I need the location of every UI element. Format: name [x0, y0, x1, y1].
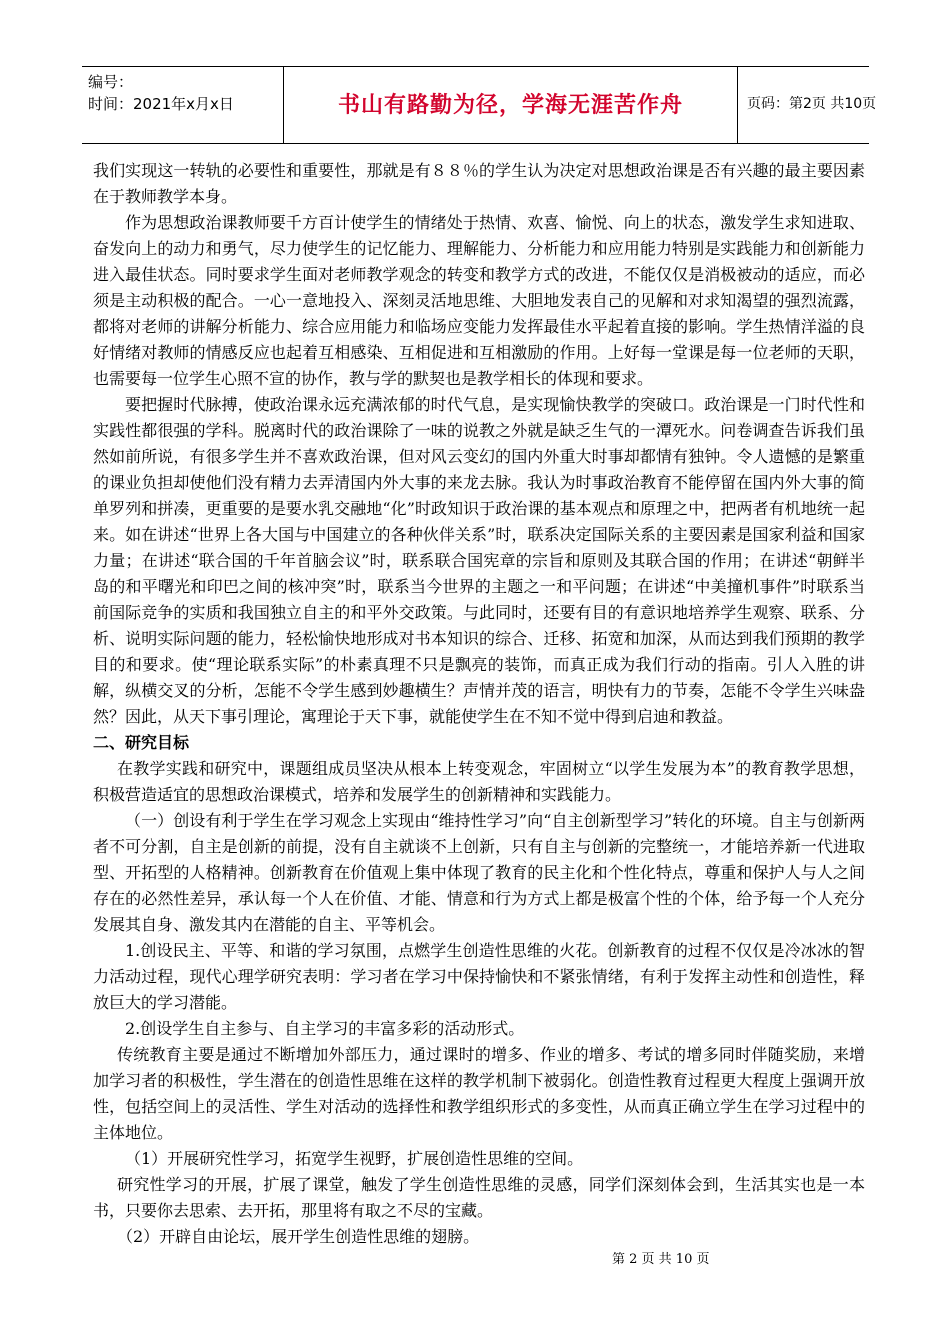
header-meta: [88, 71, 284, 115]
paragraph-continuation: 我们实现这一转轨的必要性和重要性，那就是有８８％的学生认为决定对思想政治课是否有兴趣的最主要因素在于教师教学本身。: [93, 161, 865, 206]
paragraph-current-affairs: 要把握时代脉搏，使政治课永远充满浓郁的时代气息，是实现愉快教学的突破口。政治课是一门时代性和实践性都很强的学科。脱离时代的政治课除了一味的说教之外就是缺乏生气的一潭死水。问卷调查告诉我们虽然如前所说，有很多学生并不喜欢政治课，但对风云变幻的国内外重大时事却都情有独钟。令人遗憾的是繁重的课业负担却使他们没有精力去弄清国内外大事的来龙去脉。我认为时事政治教育不能停留在国内外大事的简单罗列和拼凑，更重要的是要水乳交融地“化”时政知识于政治课的基本观点和原理之中，把两者有机地统一起来。如在讲述“世界上各大国与中国建立的各种伙伴关系”时，联系决定国际关系的主要因素是国家利益和国家力量；在讲述“联合国的千年首脑会议”时，联系联合国宪章的宗旨和原则及其联合国的作用；在讲述“朝鲜半岛的和平曙光和印巴之间的核冲突”时，联系当今世界的主题之一和平问题；在讲述“中美撞机事件”时联系当前国际竞争的实质和我国独立自主的和平外交政策。与此同时，还要有目的有意识地培养学生观察、联系、分析、说明实际问题的能力，轻松愉快地形成对书本知识的综合、迁移、拓宽和加深，从而达到我们预期的教学目的和要求。使“理论联系实际”的朴素真理不只是飘亮的装饰，而真正成为我们行动的指南。引人入胜的讲解，纵横交叉的分析，怎能不令学生感到妙趣横生？声情并茂的语言，明快有力的节奏，怎能不令学生兴味盎然？因此，从天下事引理论，寓理论于天下事，就能使学生在不知不觉中得到启迪和教益。: [93, 395, 865, 726]
paragraph-research-learning: 研究性学习的开展，扩展了课堂，触发了学生创造性思维的灵感，同学们深刻体会到，生活其实也是一本书，只要你去思索、去开拓，那里将有取之不尽的宝藏。: [93, 1175, 865, 1220]
paragraph-item-1: 1.创设民主、平等、和谐的学习氛围，点燃学生创造性思维的火花。创新教育的过程不仅仅是冷冰冰的智力活动过程，现代心理学研究表明：学习者在学习中保持愉快和不紧张情绪，有利于发挥主动性和创造性，释放巨大的学习潜能。: [93, 941, 865, 1012]
header-motto-cell: [283, 66, 738, 144]
header-page-info: 页码：第2页 共10页: [747, 96, 877, 112]
paragraph-subitem-2: （2）开辟自由论坛，展开学生创造性思维的翅膀。: [117, 1227, 480, 1246]
paragraph-goal-one: （一）创设有利于学生在学习观念上实现由“维持性学习”向“自主创新型学习”转化的环境。自主与创新两者不可分割，自主是创新的前提，没有自主就谈不上创新，只有自主与创新的完整统一，才能培养新一代进取型、开拓型的人格精神。创新教育在价值观上集中体现了教育的民主化和个性化特点，尊重和保护人与人之间存在的必然性差异，承认每一个人在价值、才能、情意和行为方式上都是极富个性的个体，给予每一个人充分发展其自身、激发其内在潜能的自主、平等机会。: [93, 811, 865, 934]
document-body: [93, 158, 865, 1250]
document-number-label: 编号：: [88, 73, 134, 91]
section-heading-research-goals: 二、研究目标: [93, 733, 190, 752]
header-motto: 书山有路勤为径，学海无涯苦作舟: [337, 93, 683, 118]
paragraph-item-2: 2.创设学生自主参与、自主学习的丰富多彩的活动形式。: [125, 1019, 525, 1038]
page-header: [82, 66, 877, 144]
paragraph-research-intro: 在教学实践和研究中，课题组成员坚决从根本上转变观念，牢固树立“以学生发展为本”的教育教学思想，积极营造适宜的思想政治课模式，培养和发展学生的创新精神和实践能力。: [93, 759, 865, 804]
paragraph-traditional-education: 传统教育主要是通过不断增加外部压力，通过课时的增多、作业的增多、考试的增多同时伴随奖励，来增加学习者的积极性，学生潜在的创造性思维在这样的教学机制下被弱化。创造性教育过程更大程度上强调开放性，包括空间上的灵活性、学生对活动的选择性和教学组织形式的多变性，从而真正确立学生在学习过程中的主体地位。: [93, 1045, 865, 1142]
page-footer: 第 2 页 共 10 页: [612, 1252, 710, 1267]
paragraph-teacher-role: 作为思想政治课教师要千方百计使学生的情绪处于热情、欢喜、愉悦、向上的状态，激发学生求知进取、奋发向上的动力和勇气，尽力使学生的记忆能力、理解能力、分析能力和应用能力特别是实践能力和创新能力进入最佳状态。同时要求学生面对老师教学观念的转变和教学方式的改进，不能仅仅是消极被动的适应，而必须是主动积极的配合。一心一意地投入、深刻灵活地思维、大胆地发表自己的见解和对求知渴望的强烈流露，都将对老师的讲解分析能力、综合应用能力和临场应变能力发挥最佳水平起着直接的影响。学生热情洋溢的良好情绪对教师的情感反应也起着互相感染、互相促进和互相激励的作用。上好每一堂课是每一位老师的天职，也需要每一位学生心照不宣的协作，教与学的默契也是教学相长的体现和要求。: [93, 213, 865, 388]
document-time-label: 时间：2021年x月x日: [88, 95, 234, 113]
paragraph-subitem-1: （1）开展研究性学习，拓宽学生视野，扩展创造性思维的空间。: [125, 1149, 584, 1168]
